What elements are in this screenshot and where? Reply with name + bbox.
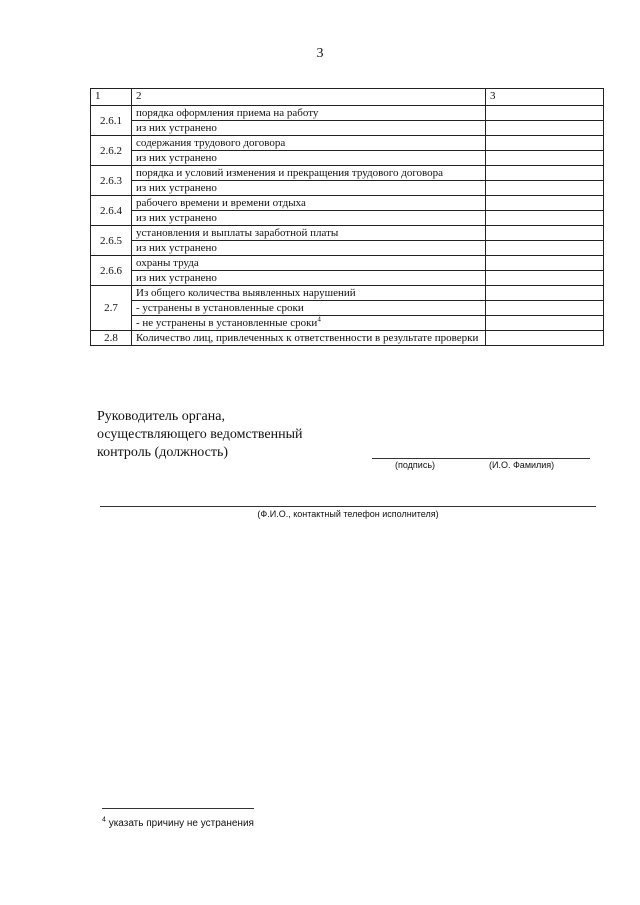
row-number: 2.6.2 <box>91 136 132 166</box>
footnote-ref: 4 <box>317 315 321 324</box>
table-row <box>91 211 604 226</box>
executor-line <box>100 506 596 507</box>
table-row <box>91 181 604 196</box>
table-row <box>91 106 604 121</box>
row-value <box>486 226 604 241</box>
row-label-with-footnote <box>132 316 486 331</box>
row-label: из них устранено <box>132 151 486 166</box>
row-label: Количество лиц, привлеченных к ответственности в результате проверки <box>132 331 486 346</box>
row-value <box>486 211 604 226</box>
executor-label: (Ф.И.О., контактный телефон исполнителя) <box>257 509 439 519</box>
row-label: содержания трудового договора <box>132 136 486 151</box>
signature-line <box>372 458 590 459</box>
row-label: установления и выплаты заработной платы <box>132 226 486 241</box>
row-label: порядка оформления приема на работу <box>132 106 486 121</box>
row-value <box>486 121 604 136</box>
table-row <box>91 271 604 286</box>
row-value <box>486 166 604 181</box>
table-row <box>91 241 604 256</box>
row-label: из них устранено <box>132 241 486 256</box>
signature-title-line: осуществляющего ведомственный <box>97 427 303 442</box>
row-value <box>486 286 604 301</box>
row-label: из них устранено <box>132 271 486 286</box>
footnote-mark: 4 <box>102 816 106 824</box>
signature-title-line: контроль (должность) <box>97 445 229 460</box>
header-col-3: 3 <box>486 89 604 106</box>
row-label: из них устранено <box>132 211 486 226</box>
row-value <box>486 181 604 196</box>
row-number: 2.8 <box>91 331 132 346</box>
row-value <box>486 301 604 316</box>
table-row <box>91 316 604 331</box>
row-label: рабочего времени и времени отдыха <box>132 196 486 211</box>
row-label: охраны труда <box>132 256 486 271</box>
row-label: из них устранено <box>132 121 486 136</box>
row-value <box>486 271 604 286</box>
row-label: порядка и условий изменения и прекращения трудового договора <box>132 166 486 181</box>
row-label: из них устранено <box>132 181 486 196</box>
table-row <box>91 196 604 211</box>
table-header-row <box>91 89 604 106</box>
report-table <box>90 88 604 346</box>
table-row <box>91 301 604 316</box>
table-row <box>91 331 604 346</box>
row-number: 2.6.5 <box>91 226 132 256</box>
name-label: (И.О. Фамилия) <box>489 460 555 470</box>
row-number: 2.6.3 <box>91 166 132 196</box>
row-label: - не устранены в установленные сроки <box>136 317 318 329</box>
table-row <box>91 151 604 166</box>
row-number: 2.6.6 <box>91 256 132 286</box>
footnote-divider <box>102 808 254 809</box>
row-number: 2.6.4 <box>91 196 132 226</box>
table-row <box>91 226 604 241</box>
page-number: 3 <box>316 46 324 61</box>
signature-title-line: Руководитель органа, <box>97 409 225 424</box>
row-value <box>486 331 604 346</box>
table-row <box>91 286 604 301</box>
row-number: 2.7 <box>91 286 132 331</box>
row-number: 2.6.1 <box>91 106 132 136</box>
signature-title <box>97 408 357 462</box>
header-col-1: 1 <box>91 89 132 106</box>
header-col-2: 2 <box>132 89 486 106</box>
row-value <box>486 316 604 331</box>
row-label: Из общего количества выявленных нарушений <box>132 286 486 301</box>
table-row <box>91 256 604 271</box>
row-value <box>486 196 604 211</box>
table-row <box>91 121 604 136</box>
row-value <box>486 151 604 166</box>
row-value <box>486 256 604 271</box>
row-value <box>486 106 604 121</box>
row-label: - устранены в установленные сроки <box>132 301 486 316</box>
table-row <box>91 166 604 181</box>
row-value <box>486 241 604 256</box>
row-value <box>486 136 604 151</box>
footnote-text: указать причину не устранения <box>108 818 254 829</box>
footnote <box>102 818 254 829</box>
sign-label: (подпись) <box>395 460 436 470</box>
table-row <box>91 136 604 151</box>
